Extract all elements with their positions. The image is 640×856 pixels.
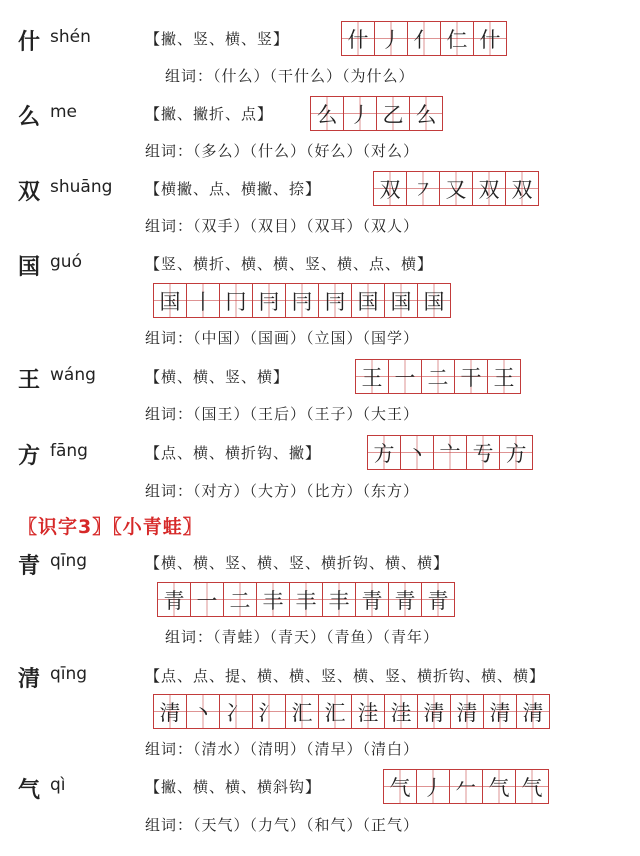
entry-pinyin: wáng <box>50 365 96 385</box>
stroke-cell: 国 <box>418 284 450 317</box>
stroke-cell: 丶 <box>401 436 434 469</box>
stroke-cell: 洼 <box>352 695 385 728</box>
stroke-cell: 丿 <box>375 22 408 55</box>
stroke-cell: 丰 <box>323 583 356 616</box>
entry-pinyin: me <box>50 102 78 122</box>
entry-char: 国 <box>18 255 41 280</box>
stroke-cell: 丿 <box>344 97 377 130</box>
stroke-cell: 亠 <box>434 436 467 469</box>
stroke-cell: 冫 <box>220 695 253 728</box>
stroke-cell: 双 <box>473 172 506 205</box>
entry-words: 组词：（多么）（什么）（好么）（对么） <box>145 142 420 160</box>
stroke-cell: 氵 <box>253 695 286 728</box>
stroke-cell: 又 <box>440 172 473 205</box>
entry-words: 组词：（青蛙）（青天）（青鱼）（青年） <box>165 628 440 646</box>
entry-pinyin: qīng <box>50 664 88 684</box>
entry-pinyin: qì <box>50 775 66 795</box>
entry-char: 么 <box>18 105 41 130</box>
stroke-cell: 二 <box>224 583 257 616</box>
stroke-cell: 王 <box>356 360 389 393</box>
stroke-grid <box>153 283 451 318</box>
entry-char: 气 <box>18 778 41 803</box>
entry-strokes: 【撇、横、横、横斜钩】 <box>145 778 322 796</box>
stroke-cell: 洼 <box>385 695 418 728</box>
entry-strokes: 【点、点、提、横、横、竖、横、竖、横折钩、横、横】 <box>145 667 546 685</box>
stroke-cell: 青 <box>389 583 422 616</box>
stroke-grid <box>383 769 549 804</box>
stroke-cell: 国 <box>352 284 385 317</box>
stroke-cell: 青 <box>422 583 454 616</box>
entry-char: 清 <box>18 667 41 692</box>
entry-pinyin: shuāng <box>50 177 113 197</box>
entry-char: 双 <box>18 180 41 205</box>
stroke-cell: 气 <box>516 770 548 803</box>
stroke-cell: 气 <box>384 770 417 803</box>
stroke-grid <box>367 435 533 470</box>
entry-strokes: 【横、横、竖、横、竖、横折钩、横、横】 <box>145 554 450 572</box>
stroke-cell: 丿 <box>417 770 450 803</box>
entry-pinyin: fāng <box>50 441 88 461</box>
stroke-cell: 气 <box>483 770 516 803</box>
stroke-cell: 清 <box>418 695 451 728</box>
stroke-grid <box>153 694 550 729</box>
stroke-grid <box>310 96 443 131</box>
stroke-cell: 冃 <box>319 284 352 317</box>
entry-pinyin: guó <box>50 252 82 272</box>
stroke-cell: 丰 <box>290 583 323 616</box>
entry-strokes: 【竖、横折、横、横、竖、横、点、横】 <box>145 255 434 273</box>
stroke-cell: 丰 <box>257 583 290 616</box>
stroke-cell: 汇 <box>286 695 319 728</box>
lesson-heading: 〖识字3〗〖小青蛙〗 <box>18 516 203 538</box>
stroke-cell: 国 <box>385 284 418 317</box>
entry-strokes: 【撇、撇折、点】 <box>145 105 274 123</box>
stroke-cell: 亻 <box>408 22 441 55</box>
stroke-grid <box>355 359 521 394</box>
entry-words: 组词：（对方）（大方）（比方）（东方） <box>145 482 420 500</box>
stroke-cell: 清 <box>451 695 484 728</box>
stroke-cell: 清 <box>154 695 187 728</box>
entry-pinyin: shén <box>50 27 91 47</box>
stroke-cell: 清 <box>517 695 549 728</box>
stroke-cell: 双 <box>506 172 538 205</box>
stroke-cell: 青 <box>356 583 389 616</box>
entry-words: 组词：（中国）（国画）（立国）（国学） <box>145 329 420 347</box>
stroke-cell: 冃 <box>286 284 319 317</box>
stroke-cell: 丨 <box>187 284 220 317</box>
stroke-cell: 冂 <box>220 284 253 317</box>
stroke-cell: 么 <box>410 97 442 130</box>
stroke-cell: 一 <box>389 360 422 393</box>
stroke-cell: 国 <box>154 284 187 317</box>
stroke-cell: 王 <box>488 360 520 393</box>
stroke-cell: 清 <box>484 695 517 728</box>
entry-pinyin: qīng <box>50 551 88 571</box>
stroke-cell: 冃 <box>253 284 286 317</box>
stroke-cell: 青 <box>158 583 191 616</box>
entry-words: 组词：（清水）（清明）（清早）（清白） <box>145 740 420 758</box>
stroke-grid <box>157 582 455 617</box>
entry-words: 组词：（国王）（王后）（王子）（大王） <box>145 405 420 423</box>
stroke-cell: 仁 <box>441 22 474 55</box>
stroke-cell: 二 <box>422 360 455 393</box>
stroke-cell: 𠂉 <box>450 770 483 803</box>
stroke-cell: 方 <box>500 436 532 469</box>
stroke-cell: 双 <box>374 172 407 205</box>
entry-strokes: 【撇、竖、横、竖】 <box>145 30 290 48</box>
stroke-cell: 乙 <box>377 97 410 130</box>
stroke-grid <box>341 21 507 56</box>
stroke-cell: 一 <box>191 583 224 616</box>
stroke-cell: ㇇ <box>407 172 440 205</box>
stroke-cell: 丶 <box>187 695 220 728</box>
entry-strokes: 【横撇、点、横撇、捺】 <box>145 180 322 198</box>
stroke-cell: 什 <box>474 22 506 55</box>
entry-char: 方 <box>18 444 41 469</box>
entry-words: 组词：（什么）（干什么）（为什么） <box>165 67 415 85</box>
stroke-cell: 么 <box>311 97 344 130</box>
stroke-cell: 汇 <box>319 695 352 728</box>
stroke-cell: 方 <box>368 436 401 469</box>
stroke-grid <box>373 171 539 206</box>
entry-char: 什 <box>18 30 41 55</box>
stroke-cell: 干 <box>455 360 488 393</box>
stroke-cell: 什 <box>342 22 375 55</box>
entry-char: 王 <box>18 368 41 393</box>
entry-words: 组词：（双手）（双目）（双耳）（双人） <box>145 217 420 235</box>
stroke-cell: 亐 <box>467 436 500 469</box>
entry-char: 青 <box>18 554 41 579</box>
entry-words: 组词：（天气）（力气）（和气）（正气） <box>145 816 420 834</box>
entry-strokes: 【点、横、横折钩、撇】 <box>145 444 322 462</box>
entry-strokes: 【横、横、竖、横】 <box>145 368 290 386</box>
